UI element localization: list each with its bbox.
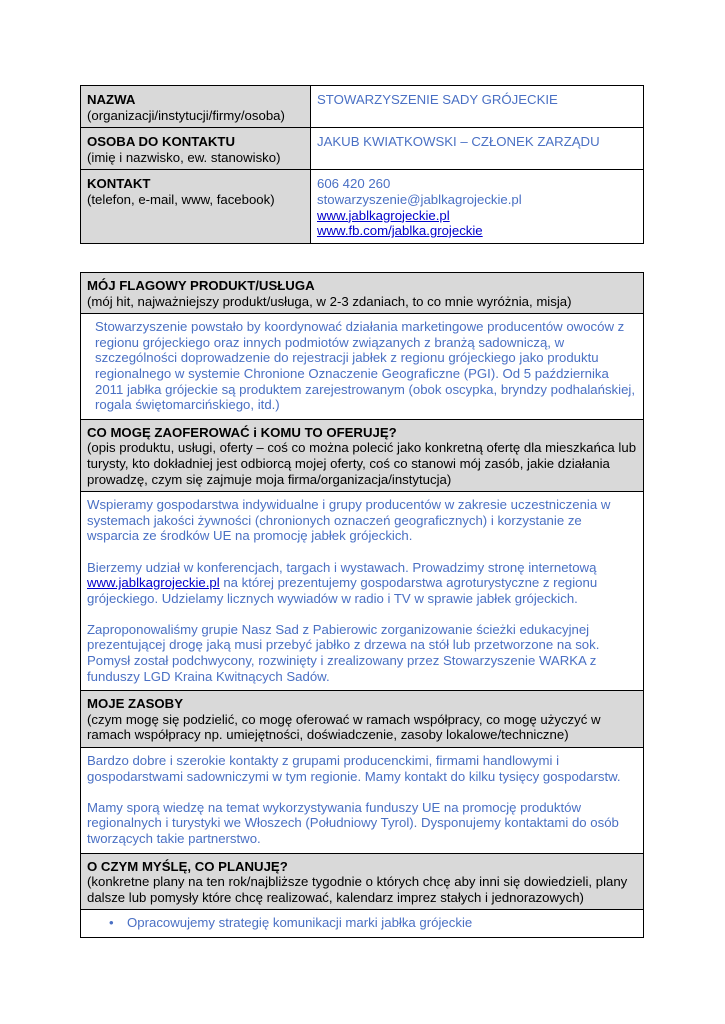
offer-paragraph-2	[87, 560, 637, 607]
name-sublabel: (organizacji/instytucji/firmy/osoba)	[87, 107, 285, 123]
resources-paragraph-1: Bardzo dobre i szerokie kontakty z grupami producenckimi, firmami handlowymi i gospodarstwami sadowniczymi w tym regionie. Mamy kontakt do kilku tysięcy gospodarstw.	[87, 753, 621, 784]
offer-title: CO MOGĘ ZAOFEROWAĆ i KOMU TO OFERUJĘ?	[87, 424, 397, 440]
plans-subtitle: (konkretne plany na ten rok/najbliższe tygodnie o których chcę aby inni się dowiedzieli, plany dalsze lub pomysły które chcę realizować, kalendarz imprez stałych i jednorazowych)	[87, 874, 628, 905]
list-item	[87, 915, 637, 931]
phone-number: 606 420 260	[317, 176, 391, 192]
flagship-body	[81, 313, 643, 419]
resources-header	[81, 690, 643, 747]
name-row	[81, 86, 643, 127]
email-address: stowarzyszenie@jablkagrojeckie.pl	[317, 191, 522, 207]
name-label: NAZWA	[87, 92, 136, 107]
name-value: STOWARZYSZENIE SADY GRÓJECKIE	[317, 92, 558, 107]
contact-table	[80, 85, 644, 244]
contact-sublabel: (telefon, e-mail, www, facebook)	[87, 191, 275, 207]
offer-paragraph-1: Wspieramy gospodarstwa indywidualne i grupy producentów w zakresie uczestniczenia w systemach jakości żywności (chronionych oznaczeń geograficznych) i korzystanie ze wsparcia ze środków UE na promocję jabłek grójeckich.	[87, 497, 611, 544]
flagship-title: MÓJ FLAGOWY PRODUKT/USŁUGA	[87, 278, 315, 293]
person-sublabel: (imię i nazwisko, ew. stanowisko)	[87, 149, 281, 165]
contact-label-cell	[81, 170, 311, 242]
bullet-icon: •	[109, 915, 114, 931]
contact-row	[81, 169, 643, 242]
contact-value-cell	[311, 170, 643, 242]
facebook-link[interactable]: www.fb.com/jablka.grojeckie	[317, 223, 483, 239]
resources-title: MOJE ZASOBY	[87, 696, 183, 712]
resources-body	[81, 747, 643, 853]
plans-header	[81, 853, 643, 910]
contact-label: KONTAKT	[87, 176, 151, 192]
profile-table	[80, 272, 644, 938]
plans-body	[81, 909, 643, 937]
offer-body	[81, 491, 643, 690]
name-label-cell	[81, 86, 311, 127]
person-label: OSOBA DO KONTAKTU	[87, 134, 235, 150]
flagship-text: Stowarzyszenie powstało by koordynować działania marketingowe producentów owoców z regionu grójeckiego oraz innych podmiotów związanych z branżą sadowniczą, w szczególności doprowadzenie do rejestracji jabłek z regionu grójeckiego jako produktu regionalnego w systemie Chronione Oznaczenie Geograficzne (PGI). Od 5 października 2011 jabłka grójeckie są produktem zarejestrowanym (obok oscypka, bryndzy podhalańskiej, rogala świętomarcińskiego, itd.)	[95, 319, 635, 413]
offer-p2-before: Bierzemy udział w konferencjach, targach i wystawach. Prowadzimy stronę internetową	[87, 559, 597, 575]
offer-paragraph-3: Zaproponowaliśmy grupie Nasz Sad z Pabierowic zorganizowanie ścieżki edukacyjnej prezentującej drogę jaką musi przebyć jabłko z drzewa na stół lub przetworzone na sok. Pomysł został podchwycony, rozwinięty i zrealizowany przez Stowarzyszenie WARKA z funduszy LGD Kraina Kwitnących Sadów.	[87, 621, 600, 684]
offer-subtitle: (opis produktu, usługi, oferty – coś co można polecić jako konkretną ofertę dla mieszkańca lub turysty, kto dokładniej jest odbiorcą mojej oferty, coś co stanowi mój zasób, jakie działania prowadzę, czym się zajmuje moja firma/organizacja/instytucja)	[87, 440, 637, 487]
offer-p2-after: na której prezentujemy gospodarstwa agroturystyczne z regionu grójeckiego. Udzielamy licznych wywiadów w radio i TV w sprawie jabłek grójeckich.	[87, 575, 598, 606]
flagship-header	[81, 273, 643, 313]
offer-website-link[interactable]: www.jablkagrojeckie.pl	[87, 575, 220, 591]
person-value: JAKUB KWIATKOWSKI – CZŁONEK ZARZĄDU	[317, 134, 600, 150]
plans-item-1: Opracowujemy strategię komunikacji marki jabłka grójeckie	[127, 915, 473, 931]
plans-title: O CZYM MYŚLĘ, CO PLANUJĘ?	[87, 858, 288, 874]
offer-header	[81, 419, 643, 491]
person-row	[81, 127, 643, 169]
resources-paragraph-2: Mamy sporą wiedzę na temat wykorzystywania funduszy UE na promocję produktów regionalnych i turystyki we Włoszech (Południowy Tyrol). Dysponujemy kontaktami do osób tworzących takie partnerstwo.	[87, 799, 619, 846]
person-label-cell	[81, 128, 311, 169]
resources-subtitle: (czym mogę się podzielić, co mogę oferować w ramach współpracy, co mogę użyczyć w ramach współpracy np. umiejętności, doświadczenie, zasoby lokalowe/techniczne)	[87, 711, 601, 743]
website-link[interactable]: www.jablkagrojeckie.pl	[317, 207, 450, 223]
flagship-subtitle: (mój hit, najważniejszy produkt/usługa, w 2-3 zdaniach, to co mnie wyróżnia, misja)	[87, 293, 572, 309]
